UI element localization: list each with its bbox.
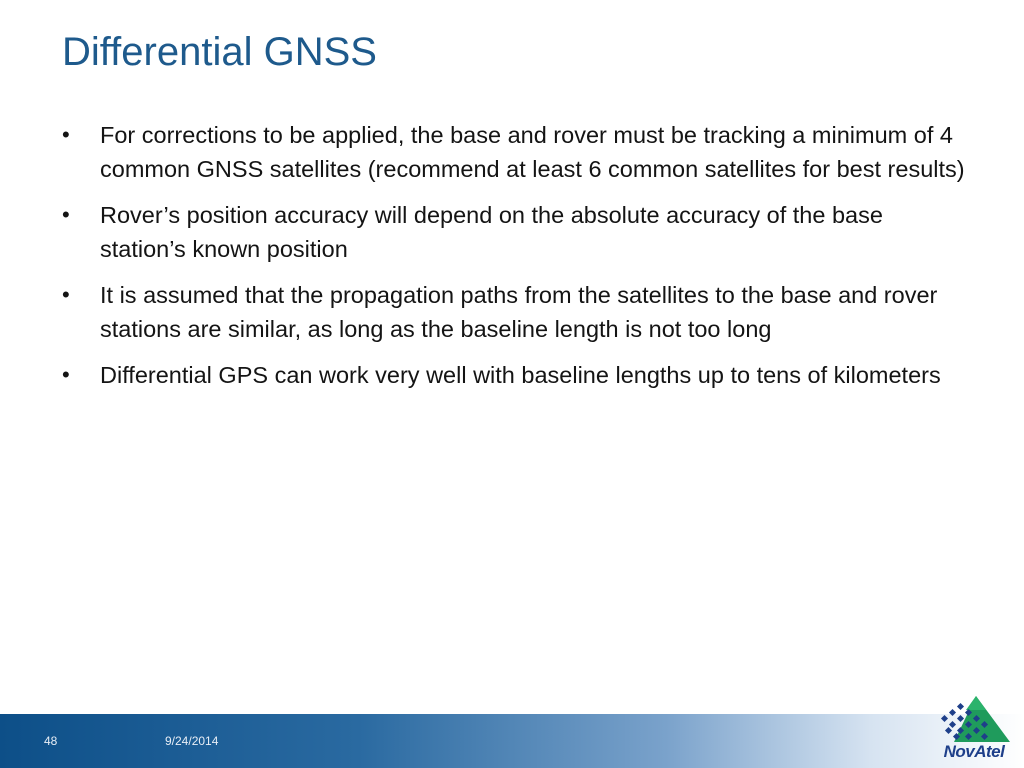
page-number: 48 <box>44 734 58 748</box>
bullet-marker: • <box>62 282 70 307</box>
company-logo <box>936 694 1012 764</box>
bullet-text: Differential GPS can work very well with baseline lengths up to tens of kilometers <box>100 362 941 388</box>
bullet-list <box>62 118 967 404</box>
footer-bar <box>0 714 1024 768</box>
bullet-text: Rover’s position accuracy will depend on the absolute accuracy of the base station’s known position <box>100 202 883 262</box>
bullet-marker: • <box>62 122 70 147</box>
logo-text: NovAtel <box>943 742 1005 761</box>
bullet-item-2 <box>62 198 967 266</box>
bullet-marker: • <box>62 202 70 227</box>
slide-date: 9/24/2014 <box>165 734 219 748</box>
novatel-mountain-logo-icon <box>936 694 1012 744</box>
bullet-item-4 <box>62 358 967 392</box>
bullet-text: It is assumed that the propagation paths from the satellites to the base and rover stations are similar, as long as the baseline length is not too long <box>100 282 938 342</box>
bullet-text: For corrections to be applied, the base and rover must be tracking a minimum of 4 common GNSS satellites (recommend at least 6 common satellites for best results) <box>100 122 965 182</box>
bullet-marker: • <box>62 362 70 387</box>
bullet-item-3 <box>62 278 967 346</box>
bullet-item-1 <box>62 118 967 186</box>
slide-title: Differential GNSS <box>62 30 377 74</box>
